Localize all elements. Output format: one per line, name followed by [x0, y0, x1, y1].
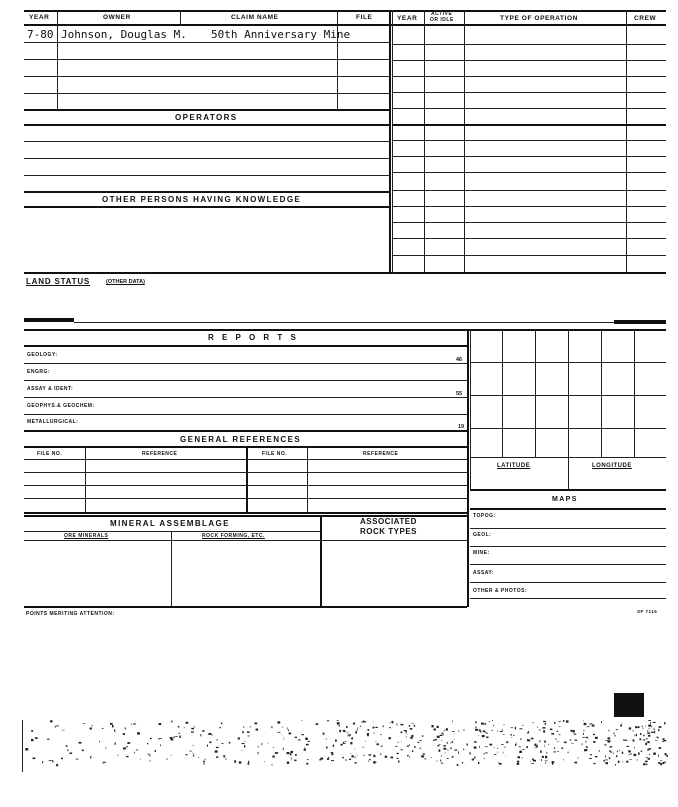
form-number: SF 7116	[637, 609, 658, 614]
year-right-header: YEAR	[397, 15, 418, 22]
claim-name-header: CLAIM NAME	[231, 14, 279, 21]
maps-row: ASSAY:	[473, 570, 495, 576]
report-num: 46	[456, 357, 463, 363]
points-meriting-attention-label: POINTS MERITING ATTENTION:	[26, 611, 115, 617]
scan-artifact-band	[22, 712, 668, 774]
mineral-assemblage-title: MINERAL ASSEMBLAGE	[110, 519, 230, 528]
idle-header: OR IDLE	[430, 17, 454, 23]
maps-row: TOPOG:	[473, 513, 496, 519]
ref-col-file-no-2: FILE NO.	[262, 451, 288, 457]
report-label: GEOPHYS.& GEOCHEM:	[27, 403, 95, 409]
year-header: YEAR	[29, 14, 50, 21]
report-label: GEOLOGY:	[27, 352, 58, 358]
report-num: 19	[458, 424, 465, 430]
associated-rock-types-line1: ASSOCIATED	[360, 517, 417, 526]
type-of-operation-header: TYPE OF OPERATION	[500, 15, 578, 22]
ref-col-reference-2: REFERENCE	[363, 451, 399, 457]
longitude-label: LONGITUDE	[592, 463, 632, 469]
report-num: 55	[456, 391, 463, 397]
ore-minerals-label: ORE MINERALS	[64, 533, 109, 539]
rock-forming-label: ROCK FORMING, ETC.	[202, 533, 265, 539]
entry-claim-name: 50th Anniversary Mine	[211, 28, 351, 41]
owner-header: OWNER	[103, 14, 131, 21]
report-label: ASSAY & IDENT:	[27, 386, 74, 392]
maps-row: MINE:	[473, 550, 490, 556]
report-label: ENGRG:	[27, 369, 50, 375]
active-header: ACTIVE	[431, 11, 453, 17]
crew-header: CREW	[634, 15, 657, 22]
maps-title: MAPS	[552, 496, 578, 503]
scan-artifact-block	[614, 693, 644, 717]
ref-col-reference: REFERENCE	[142, 451, 178, 457]
ref-col-file-no: FILE NO.	[37, 451, 63, 457]
entry-year: 7-80	[27, 28, 54, 41]
entry-owner: Johnson, Douglas M.	[61, 28, 187, 41]
land-status-sub: (OTHER DATA)	[106, 279, 145, 285]
operators-label: OPERATORS	[175, 113, 238, 122]
other-persons-label: OTHER PERSONS HAVING KNOWLEDGE	[102, 195, 302, 204]
maps-row: OTHER & PHOTOS:	[473, 588, 528, 594]
file-header: FILE	[356, 14, 373, 21]
maps-row: GEOL:	[473, 532, 492, 538]
reports-title: R E P O R T S	[208, 333, 299, 342]
report-label: METALLURGICAL:	[27, 419, 79, 425]
latitude-label: LATITUDE	[497, 463, 531, 469]
land-status-label: LAND STATUS	[26, 277, 91, 286]
general-references-title: GENERAL REFERENCES	[180, 435, 302, 444]
associated-rock-types-line2: ROCK TYPES	[360, 527, 418, 536]
